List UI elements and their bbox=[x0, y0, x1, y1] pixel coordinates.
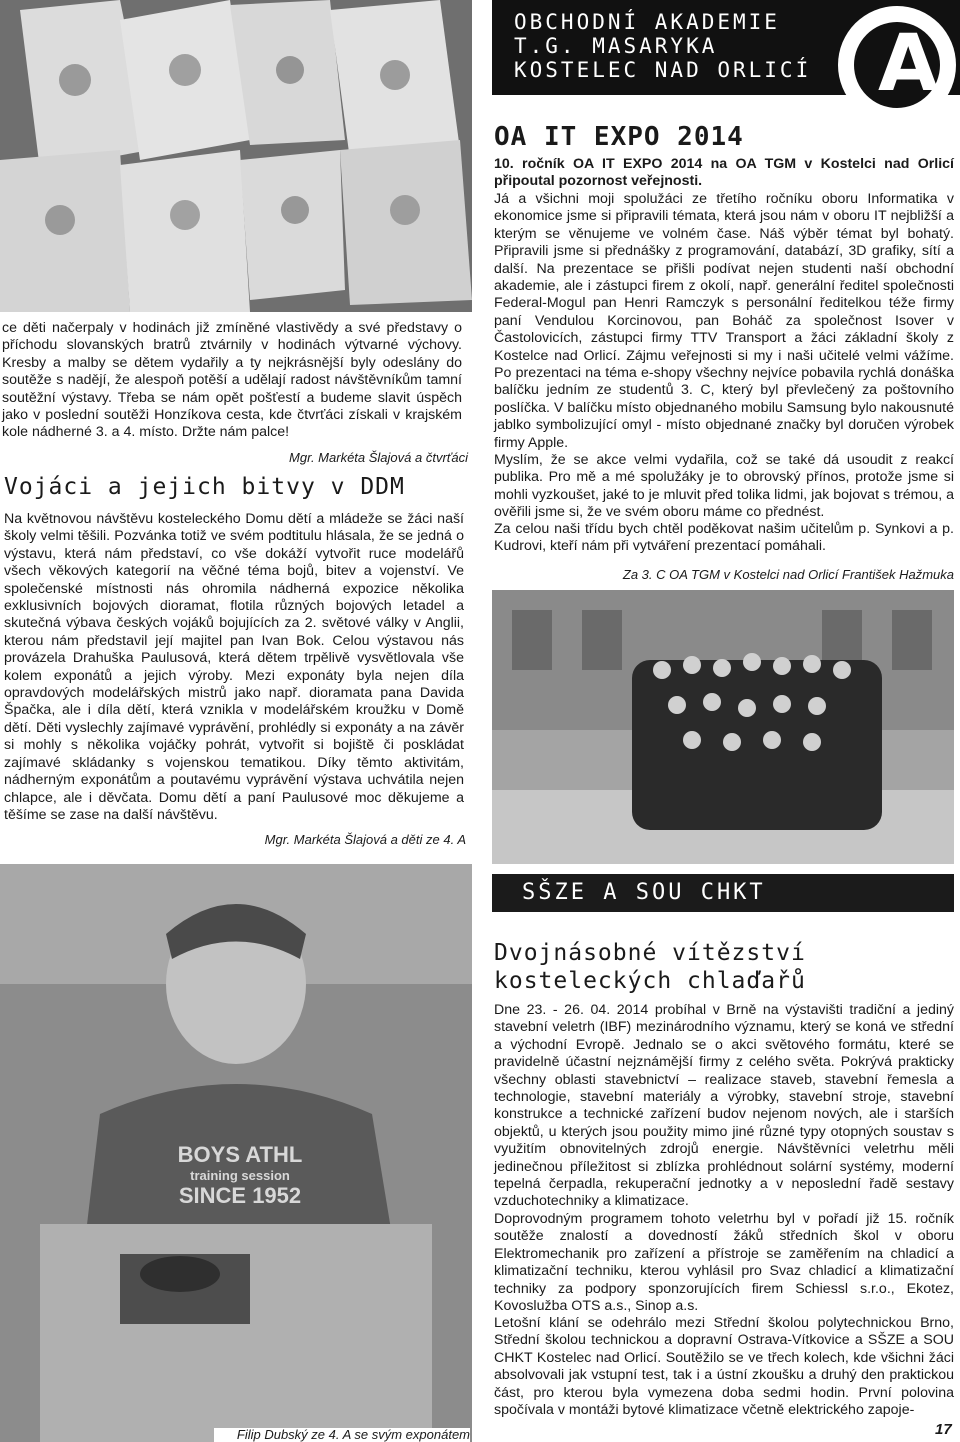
boy-shirt-text bbox=[150, 1142, 330, 1209]
it-expo-paragraph2: Myslím, že se akce velmi vydařila, což se také dá usoudit z reakcí publika. Pro mě a mé spolužáky je to obrovský přínos, protože jsme si mohli vyzkoušet, jaké to je mluvit před tolika lidmi, jak bojovat s trémou, a ověřili jsme si, že ve svém oboru máme co přednést. bbox=[494, 452, 954, 521]
sszе-title-line2: kosteleckých chlaďařů bbox=[494, 968, 806, 994]
it-expo-lead: 10. ročník OA IT EXPO 2014 na OA TGM v Kostelci nad Orlicí připoutal pozornost veřejnosti. bbox=[494, 156, 954, 190]
school-name-line1: OBCHODNÍ AKADEMIE bbox=[514, 10, 780, 34]
it-expo-title: OA IT EXPO 2014 bbox=[494, 122, 744, 152]
sszе-paragraph2: Doprovodným programem tohoto veletrhu byl v pořadí již 15. ročník soutěže znalostí a dovedností žáků středních škol v oboru Elektromechanik pro zařízení a přístroje se zaměřením na chladicí a klimatizační techniku, kterou vyhlásil pro Svaz chladicí a klimatizační techniky za podpory sponzorujících firem Schiessl s.r.o., Ekotez, Kovoslužba OTS a.s., Sinop a.s. bbox=[494, 1211, 954, 1315]
school-name-line3: KOSTELEC NAD ORLICÍ bbox=[514, 58, 812, 82]
drawings-photo bbox=[0, 0, 472, 312]
ddm-article-paragraph: Na květnovou návštěvu kosteleckého Domu dětí a mládeže se žáci naší školy velmi těšili. Pozvánka totiž ve svém podtitulu hlásala, že se jedná o výstavu, která nám představí, co vše dokáží vytvořit ruce modelářů všech věkových kategorií na věčné téma bojů, bitev a vojenství. Ve společenské místnosti nás ohromila nádherná expozice několika exklusivních bojových dioramat, flotila různých bojových letadel a skutečná výbava českých vojáků bojujících za 2. světové války v Anglii, kterou nám představil její majitel pan Ivan Bok. Celou výstavou nás provázela Drahuška Paulusová, která dětem trpělivě vysvětlovala vše kolem exponátů a jejich výroby. Mezi exponáty byla nejen díla opravdových modelářských mistrů jako např. dioramata pana Davida Špačka, ale i díla dětí, která vznikla v modelářském kroužku v Domě dětí. Děti vyslechly zajímavé vyprávění, prohlédly si exponáty a na závěr si mohly s několika vojáčky pohrát, vytvořit si bojiště či poskládat zajímavé skládanky s vojenskou tematikou. Díky těmto aktivitám, nádherným exponátům a poutavému vyprávění výstava uchvátila nejen chlapce, ale i děvčata. Domu dětí a paní Paulusové moc děkujeme a těšíme se zase na další návštěvu. bbox=[4, 511, 464, 823]
school-name-line2: T.G. MASARYKA bbox=[514, 34, 718, 58]
sszе-paragraph1: Dne 23. - 26. 04. 2014 probíhal v Brně na výstavišti tradiční a jediný stavební veletrh (IBF) mezinárodního významu, který se koná ve střední a východní Evropě. Jednalo se o akci světového formátu, které se pravidelně účastní nejznámější firmy z celého světa. Pokrývá prakticky všechny oblasti stavebnictví – realizace staveb, stavební řemesla a technologie, stavební materiály a výrobky, stavební stroje, stavební konstrukce a technické zařízení budov nejenom nových, ale i starších objektů, u kterých jsou použity mimo jiné různé typy otopných soustav s využitím obnovitelných zdrojů energie. Návštěvníci veletrhu měli jedinečnou příležitost si zblízka prohlédnout solární systémy, moderní tepelná čerpadla, rekuperační jednotky a v neposlední řadě sestavy vzduchotechniky a klimatizace. bbox=[494, 1002, 954, 1210]
drawings-paragraph: ce děti načerpaly v hodinách již zmíněné vlastivědy a své představy o příchodu slovanských bratrů ztvárnily v hodinách výtvarné výchovy. Kresby a malby se dětem vydařily a ty nejkrásnější byly odeslány do soutěže s nadějí, že alespoň potěší a udělají radost návštěvníkům tamní soutěžní výstavy. Třeba se nám opět pošťestí a budeme slavit úspěch jako v poslední soutěži Honzíkova cesta, kde čtvrťáci získali v krajském kole nádherné 3. a 4. místo. Držte nám palce! bbox=[2, 320, 462, 441]
sszе-paragraph3: Letošní klání se odehrálo mezi Střední školou polytechnickou Brno, Střední školou technickou a dopravní Ostrava-Vítkovice a SŠZE a SOU CHKT Kostelec nad Orlicí. Soutěžilo se ve třech kolech, kde všichni žáci absolvovali jak vstupní test, tak i a ústní zkoušku a druhý den praktickou část, pro kterou byla vymezena doba sedmi hodin. První polovina spočívala v montáži bytové klimatizace včetně elektrického zapoje- bbox=[494, 1315, 954, 1419]
class-illustration bbox=[492, 590, 954, 864]
ddm-article-author: Mgr. Markéta Šlajová a děti ze 4. A bbox=[264, 832, 466, 847]
ddm-article-title: Vojáci a jejich bitvy v DDM bbox=[4, 474, 405, 500]
boy-photo bbox=[0, 864, 472, 1442]
page-number: 17 bbox=[935, 1421, 952, 1438]
class-photo bbox=[492, 590, 954, 864]
drawings-illustration bbox=[0, 0, 472, 312]
shirt-line2: training session bbox=[190, 1168, 290, 1183]
it-expo-paragraph3: Za celou naši třídu bych chtěl poděkovat našim učitelům p. Synkovi a p. Kudrovi, kteří nám při vytváření prezentací pomáhali. bbox=[494, 521, 954, 555]
shirt-line1: BOYS ATHL bbox=[177, 1142, 303, 1167]
boy-photo-caption: Filip Dubský ze 4. A se svým exponátem bbox=[214, 1428, 470, 1442]
school-logo-letter: A bbox=[878, 19, 939, 109]
sszе-title-line1: Dvojnásobné vítězství bbox=[494, 940, 806, 966]
sszе-section-banner: SŠZE A SOU CHKT bbox=[492, 874, 954, 912]
it-expo-author: Za 3. C OA TGM v Kostelci nad Orlicí František Hažmuka bbox=[622, 567, 954, 582]
it-expo-paragraph1: Já a všichni moji spolužáci ze třetího ročníku oboru Informatika v ekonomice jsme si připravili témata, která jsou nám v oboru IT nejbližší a kterým se věnujeme ve volném čase. Náš výběr témat byl bohatý. Připravili jsme si přednášky z programování, databází, 3D grafiky, sítí a další. Na prezentace se přišli podívat nejen studenti naší obchodní akademie, ale i zástupci firem z okolí, např. generální ředitel společnosti Federal-Mogul pan Henri Ramczyk s personální ředitelkou téže firmy paní Vendulou Korcinovou, pan Boháč za společnost Isover v Častolovicích, zástupci firmy TTV Transport a žáci základní školy z Kostelce nad Orlicí. Zájmu veřejnosti si my i naši učitelé velmi vážíme. Po prezentaci na téma e-shopy všechny nejvíce pobavila rychlá donáška balíčku jedním ze studentů 3. C, který byl převlečený za poštovního poslíčka. V balíčku místo objednaného mobilu Samsung bylo nakousnuté jablko symbolizující omyl - místo objednané značky byl doručen výrobek firmy Apple. bbox=[494, 191, 954, 451]
shirt-line3: SINCE 1952 bbox=[178, 1183, 302, 1208]
drawings-author: Mgr. Markéta Šlajová a čtvrťáci bbox=[289, 450, 468, 465]
